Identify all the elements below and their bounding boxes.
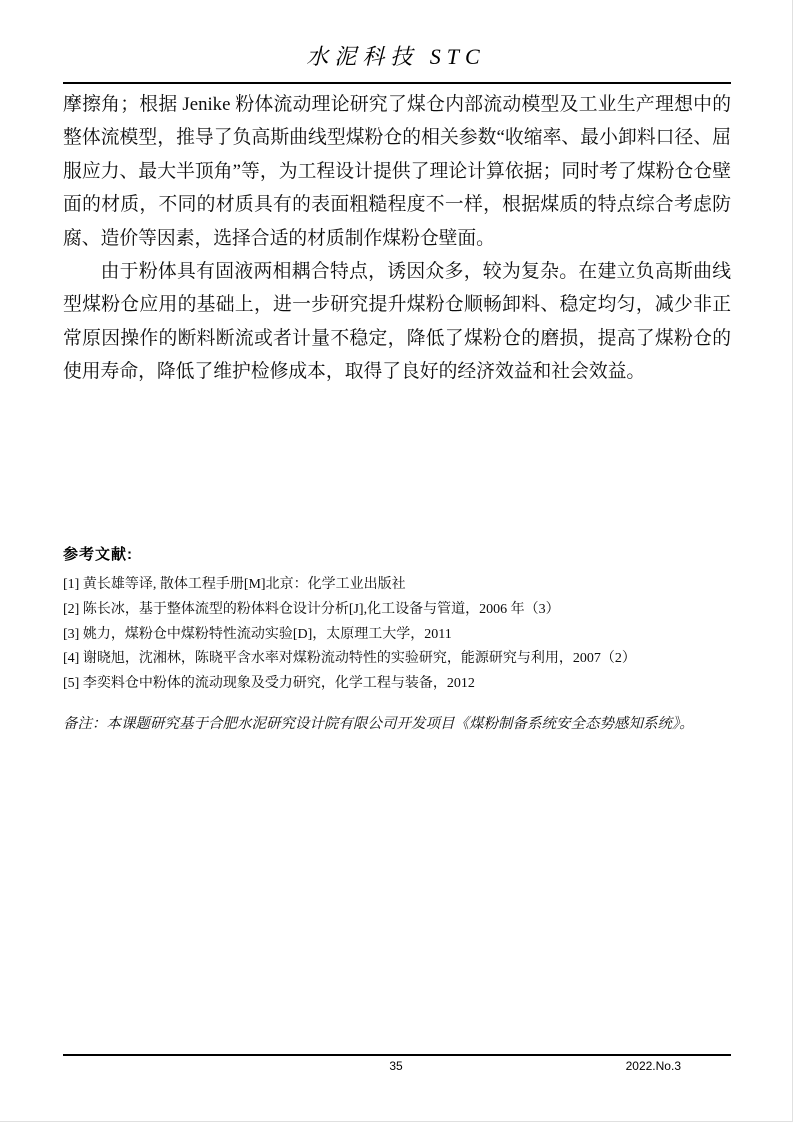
paragraph-continuation: 摩擦角；根据 Jenike 粉体流动理论研究了煤仓内部流动模型及工业生产理想中的整体流模型，推导了负高斯曲线型煤粉仓的相关参数“收缩率、最小卸料口径、屈服应力、最大半顶角”等，为工程设计提供了理论计算依据；同时考了煤粉仓仓壁面的材质，不同的材质具有的表面粗糙程度不一样，根据煤质的特点综合考虑防腐、造价等因素，选择合适的材质制作煤粉仓壁面。 [63, 94, 731, 249]
journal-title: 水泥科技 STC [306, 44, 486, 69]
references-heading: 参考文献: [63, 546, 133, 563]
references-section [63, 543, 731, 697]
reference-item: [2] 陈长冰，基于整体流型的粉体料仓设计分析[J],化工设备与管道，2006 年（3） [63, 601, 560, 617]
paragraph: 由于粉体具有固液两相耦合特点，诱因众多，较为复杂。在建立负高斯曲线型煤粉仓应用的基础上，进一步研究提升煤粉仓顺畅卸料、稳定均匀，减少非正常原因操作的断料断流或者计量不稳定，降低了煤粉仓的磨损，提高了煤粉仓的使用寿命，降低了维护检修成本，取得了良好的经济效益和社会效益。 [63, 261, 731, 383]
page-number: 35 [389, 1059, 403, 1073]
reference-item: [3] 姚力，煤粉仓中煤粉特性流动实验[D]，太原理工大学，2011 [63, 626, 452, 642]
article-body [63, 88, 731, 389]
issue-label: 2022.No.3 [625, 1059, 681, 1073]
footer-divider [63, 1054, 731, 1056]
reference-item: [1] 黄长雄等译, 散体工程手册[M]北京：化学工业出版社 [63, 577, 406, 592]
reference-item: [5] 李奕料仓中粉体的流动现象及受力研究，化学工程与装备，2012 [63, 676, 475, 692]
header-divider [63, 82, 731, 84]
reference-item: [4] 谢晓旭，沈湘林，陈晓平含水率对煤粉流动特性的实验研究，能源研究与利用，2007（2） [63, 651, 636, 667]
note-line: 备注：本课题研究基于合肥水泥研究设计院有限公司开发项目《煤粉制备系统安全态势感知系统》。 [63, 716, 694, 732]
